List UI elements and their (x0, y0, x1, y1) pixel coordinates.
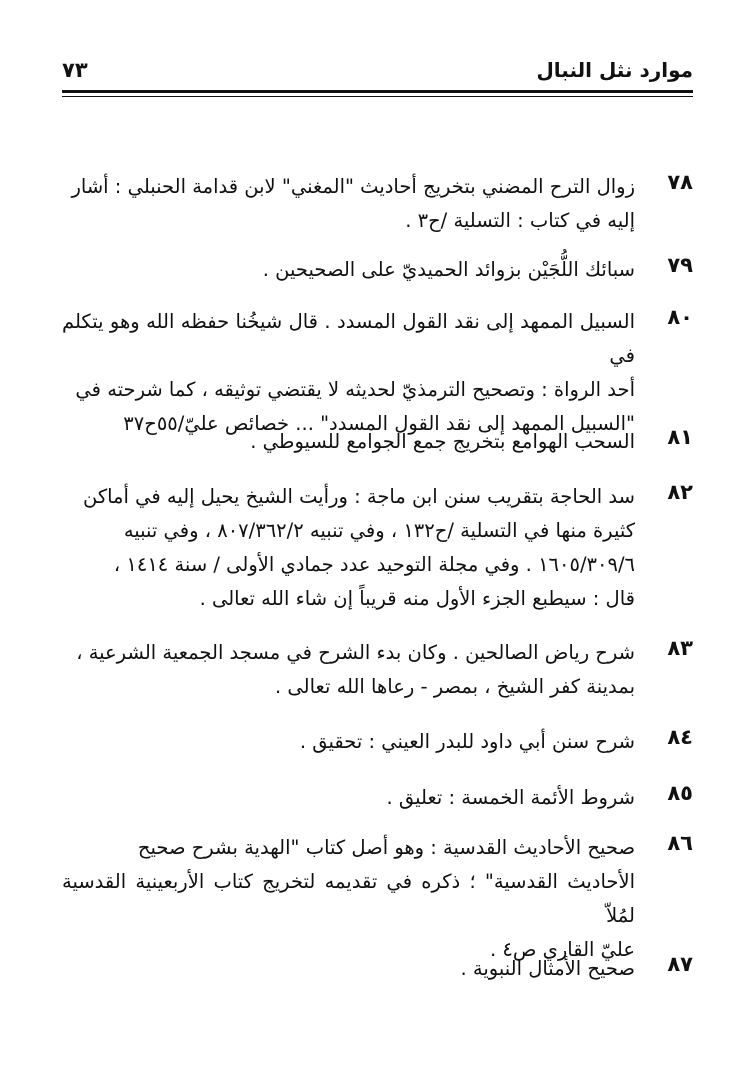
entry-number: ٨٧ (667, 952, 693, 976)
entry-number: ٨٢ (667, 480, 693, 504)
entry-85 (62, 781, 693, 815)
entry-text: سبائك اللُّجَيْن بزوائد الحميديّ على الصحيحين . (262, 258, 635, 281)
entry-text: السبيل الممهد إلى نقد القول المسدد . قال شيخُنا حفظه الله وهو يتكلم في أحد الرواة : وتصحيح الترمذيّ لحديثه لا يقتضي توثيقه ، كما شرحته في "السبيل الممهد إلى نقد القول المسدد" ... خصائص عليّ/٥٥ح٣٧ (62, 310, 635, 435)
entry-text: صحيح الأحاديث القدسية : وهو أصل كتاب "الهدية بشرح صحيح الأحاديث القدسية" ؛ ذكره في تقديمه لتخريج كتاب الأربعينية القدسية لمُلاّ عليّ القاري ص٤ . (62, 836, 635, 961)
entry-83 (62, 636, 693, 704)
entry-84 (62, 725, 693, 759)
entry-text: السحب الهوامع بتخريج جمع الجوامع للسيوطي . (250, 430, 635, 453)
entry-text: شرح سنن أبي داود للبدر العيني : تحقيق . (299, 730, 635, 753)
entry-number: ٨١ (667, 425, 693, 449)
header-rule-thin (62, 96, 693, 97)
entry-81 (62, 425, 693, 459)
entry-82 (62, 480, 693, 616)
entry-78 (62, 170, 693, 238)
entry-87 (62, 952, 693, 986)
entry-80 (62, 305, 693, 441)
entry-number: ٨٣ (667, 636, 693, 660)
entry-text: زوال الترح المضني بتخريج أحاديث "المغني" لابن قدامة الحنبلي : أشار إليه في كتاب : التسلية /ح٣ . (71, 175, 635, 232)
entry-number: ٨٦ (667, 831, 693, 855)
entry-text: سد الحاجة بتقريب سنن ابن ماجة : ورأيت الشيخ يحيل إليه في أماكن كثيرة منها في التسلية /ح١٣٢ ، وفي تنبيه ٨٠٧/٣٦٢/٢ ، وفي تنبيه ١٦٠٥/٣٠٩/٦ . وفي مجلة التوحيد عدد جمادي الأولى / سنة ١٤١٤ ، قال : سيطبع الجزء الأول منه قريباً إن شاء الله تعالى . (82, 485, 635, 610)
entry-number: ٨٤ (667, 725, 693, 749)
entry-text: شرح رياض الصالحين . وكان بدء الشرح في مسجد الجمعية الشرعية ، بمدينة كفر الشيخ ، بمصر - رعاها الله تعالى . (76, 641, 635, 698)
entry-number: ٨٥ (667, 781, 693, 805)
header-rule-thick (62, 90, 693, 93)
page-header (62, 58, 693, 90)
entry-text: صحيح الأمثال النبوية . (460, 957, 635, 980)
entry-number: ٨٠ (667, 305, 693, 329)
entry-86 (62, 831, 693, 967)
entry-text: شروط الأئمة الخمسة : تعليق . (386, 786, 635, 809)
entry-79 (62, 253, 693, 287)
page-number: ٧٣ (62, 58, 88, 82)
entry-number: ٧٨ (667, 170, 693, 194)
entry-number: ٧٩ (667, 253, 693, 277)
running-title: موارد نثل النبال (536, 58, 693, 82)
